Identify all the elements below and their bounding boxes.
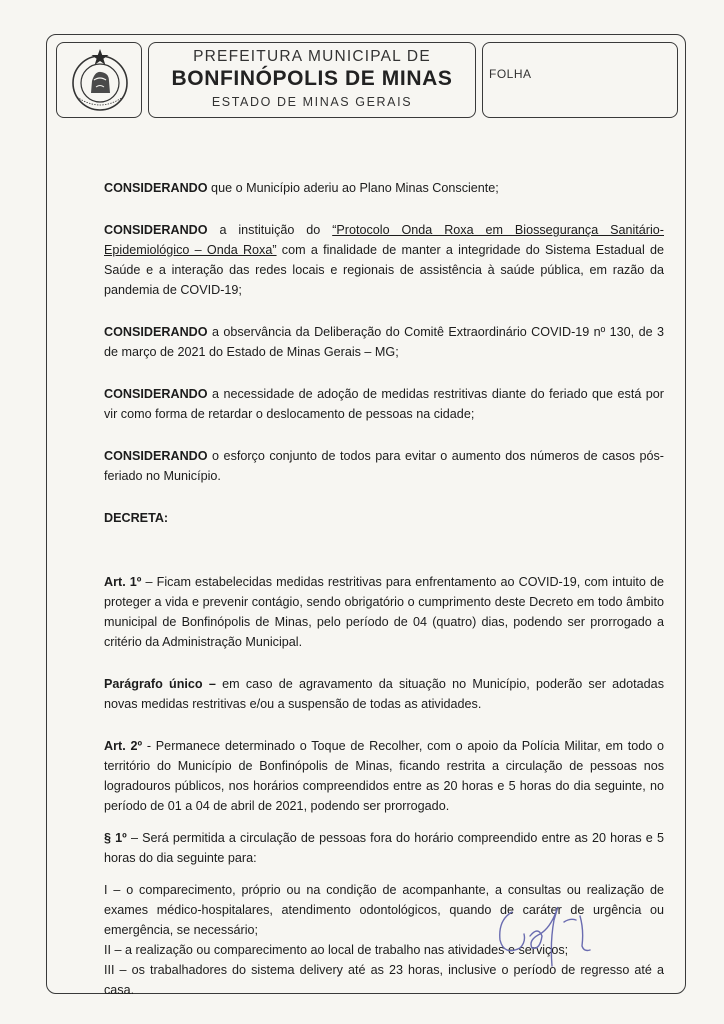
keyword: Art. 2º [104,739,143,753]
section-1 [104,828,664,868]
keyword: CONSIDERANDO [104,181,208,195]
keyword: Parágrafo único – [104,677,216,691]
header-municipality: BONFINÓPOLIS DE MINAS [171,67,453,90]
header-state: ESTADO DE MINAS GERAIS [211,95,413,109]
folha-label: FOLHA [489,67,532,81]
text: – Será permitida a circulação de pessoas fora do horário compreendido entre as 20 horas e 5 horas do dia seguinte para: [104,831,664,865]
considerando-1 [104,178,664,198]
folha-box [482,42,678,118]
keyword: CONSIDERANDO [104,325,208,339]
text: o esforço conjunto de todos para evitar o aumento dos números de casos pós-feriado no Município. [104,449,664,483]
item-1: I – o comparecimento, próprio ou na condição de acompanhante, a consultas ou realização de exames médico-hospitalares, atendimento odontológicos, quando de caráter de urgência ou emergência, se necessário; [104,883,664,937]
keyword: § 1º [104,831,127,845]
municipal-seal-icon [65,47,135,115]
item-2: II – a realização ou comparecimento ao local de trabalho nas atividades e serviços; [104,943,569,957]
item-3: III – os trabalhadores do sistema delivery até as 23 horas, inclusive o período de regresso até a casa. [104,963,664,997]
text: a instituição do [207,223,333,237]
signature-icon [480,890,620,970]
keyword: CONSIDERANDO [104,387,208,401]
text: com a finalidade de manter a integridade do Sistema Estadual de Saúde e a interação das redes locais e regionais de assistência à saúde pública, em razão da pandemia de COVID-19; [104,243,664,297]
article-1 [104,572,664,652]
considerando-3 [104,322,664,362]
article-2 [104,736,664,816]
decreta-heading: DECRETA: [104,511,169,525]
text: - Permanece determinado o Toque de Recolher, com o apoio da Polícia Militar, em todo o território do Município de Bonfinópolis de Minas, ficando restrita a circulação de pessoas nos logradouros públicos, nos horários compreendidos entre as 20 horas e 5 horas do dia seguinte, no período de 01 a 04 de abril de 2021, podendo ser prorrogado. [104,739,664,813]
text: – Ficam estabelecidas medidas restritivas para enfrentamento ao COVID-19, com intuito de proteger a vida e prevenir contágio, sendo obrigatório o cumprimento deste Decreto em todo âmbito municipal de Bonfinópolis de Minas, pelo período de 04 (quatro) dias, podendo ser prorrogado a critério da Administração Municipal. [104,575,664,649]
seal-box [56,42,142,118]
paragrafo-unico [104,674,664,714]
text: em caso de agravamento da situação no Município, poderão ser adotadas novas medidas restritivas e/ou a suspensão de todas as atividades. [104,677,664,711]
text: que o Município aderiu ao Plano Minas Consciente; [207,181,499,195]
keyword: CONSIDERANDO [104,223,208,237]
protocol-reference: “Protocolo Onda Roxa em Biossegurança Sanitário-Epidemiológico – Onda Roxa” [104,223,664,257]
considerando-4 [104,384,664,424]
considerando-5 [104,446,664,486]
header-line-1: PREFEITURA MUNICIPAL DE [193,48,431,65]
keyword: CONSIDERANDO [104,449,208,463]
header-title-box [148,42,476,118]
decree-body [104,178,664,1000]
text: a observância da Deliberação do Comitê Extraordinário COVID-19 nº 130, de 3 de março de 2021 do Estado de Minas Gerais – MG; [104,325,664,359]
considerando-2 [104,220,664,300]
keyword: Art. 1º [104,575,142,589]
text: a necessidade de adoção de medidas restritivas diante do feriado que está por vir como forma de retardar o deslocamento de pessoas na cidade; [104,387,664,421]
